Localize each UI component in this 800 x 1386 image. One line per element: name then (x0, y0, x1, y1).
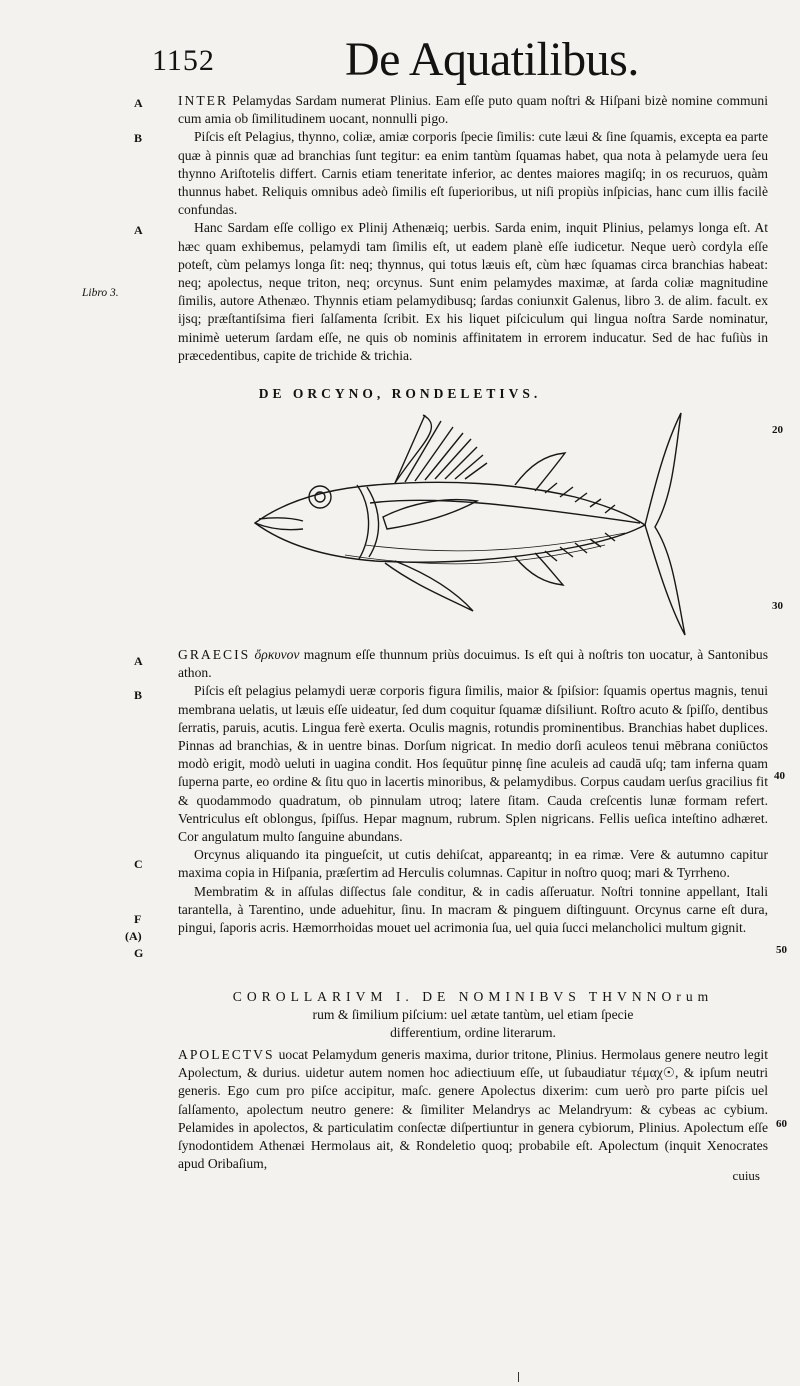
margin-letter-f: F (134, 912, 142, 926)
paragraph: Orcynus aliquando ita pingueſcit, ut cutis dehiſcat, appareantq; in ea rimæ. Vere & autumno capitur maxima copia in Hiſpania, præſertim ad Herculis columnas. Capitur in noſtro quoq; mari & Tyrrheno. (178, 847, 768, 881)
page-mark (518, 1372, 519, 1382)
margin-letter-b: B (134, 131, 143, 145)
margin-note-libro: Libro 3. (82, 287, 119, 299)
orcynus-text (178, 646, 768, 937)
paragraph: Piſcis eſt Pelagius, thynno, coliæ, amiæ corporis ſpecie ſimilis: cute læui & ſine ſquamis, exceptа ea parte quæ à pinnis quæ ad branchias ſunt tegitur: ea enim tantùm ſquamas habet, qua nota à pelamyde uera ſeu thynno Ariſtotelis differt. Carnis etiam teneritate inferior, ac dentes maiores magiſq; in os recuruos, quàm thunnus habet. Reliquis omnibus adeò ſimilis eſt ſuperioribus, ut niſi propiùs inſpicias, hanc cum illis facilè confundas. (178, 129, 768, 218)
page-number: 1152 (152, 44, 215, 77)
margin-letter-a: A (134, 654, 143, 668)
margin-letter-c: C (134, 857, 143, 871)
apolectus-text (178, 1046, 768, 1173)
margin-letter-g: G (134, 946, 144, 960)
catchword: cuius (732, 1168, 760, 1183)
margin-line-number: 40 (774, 770, 785, 782)
paragraph: Piſcis eſt pelagius pelamydi ueræ corporis figura ſimilis, maior & ſpiſsior: ſquamis opertus magnis, tenui membrana uelatis, ut læuis eſſe uideatur, ſed dum coquitur ſquamæ diſsiliunt. Roſtro acuto & ſpiſſo, dentibus ſerratis, paruis, acutis. Lingua ferè exerta. Oculis magnis, rotundis prominentibus. Branchias habet duplices. Pinnas ad branchias, & in uentre binas. Dorſum nigricat. In medio dorſi aculeos tenui mēbrana coniūctos modò erigit, modò ueluti in uagina condit. Hos ſequūtur pinnę ſine aculeis ad caudā uſq; tam inferna quam ſuperna parte, eo ordine & ſitu quo in lacertis minoribus, & pelamydibus. Corpus caudam uerſus gracilius fit & quodammodo quadratum, ob pinnulam utroq; latere ſitam. Cauda creſcentis lunæ formam refert. Ventriculus eſt oblongus, ſpiſſus. Hepar magnum, rubrum. Splen nigricans. Fellis ueſica inteſtino adhæret. Cor angulatum multo ſanguine abundans. (178, 683, 768, 845)
paragraph: INTER Pelamydas Sardam numerat Plinius. Eam eſſe puto quam noſtri & Hiſpani bizè nomine communi cum amia ob ſimilitudinem uocant, nonnulli pigo. (178, 93, 768, 127)
running-title: De Aquatilibus. (345, 33, 639, 86)
margin-line-number: 20 (772, 424, 783, 436)
corollary-line: differentium, ordine literarum. (390, 1025, 556, 1040)
margin-line-number: 30 (772, 600, 783, 612)
sarda-text (178, 92, 768, 365)
margin-letter-a: A (134, 223, 143, 237)
paragraph: GRAECIS ὄρκυνον magnum eſſe thunnum priùs docuimus. Is eſt qui à noſtris ton uocatur, à Santonibus athon. (178, 647, 768, 681)
corollary-line: COROLLARIVM I. DE NOMINIBVS THVNNOrum (232, 989, 714, 1004)
page-header (0, 30, 800, 90)
paragraph: APOLECTVS uocat Pelamydum generis maxima, durior tritone, Plinius. Hermolaus genere neutro legit Apolectum, & durius. uidetur autem nomen hoc adiectiuum eſſe, ut ſubaudiatur τέμαχ☉, & ipſum neutri generis. Ego cum pro piſce accipitur, maſc. genere Apolectus dixerim: cum uerò pro parte piſcis uel ſalſamento, apolectum neutro genere: & ſimiliter Melandrys ac Melandryum: & cybeas ac cybium. Pelamides in apolectos, & particulatim conſectæ diſpertiuntur in genera cybiorum, Plinius. Apolectum eſſe ſynodontidem Athenæi Hermolaus ait, & Rondeletio quoq; probabile eſt. Apolectum (inquit Xenocrates apud Oribaſium, (178, 1047, 768, 1172)
margin-letter-a: A (134, 96, 143, 110)
margin-line-number: 50 (776, 944, 787, 956)
margin-letter-a: (A) (125, 929, 142, 943)
margin-line-number: 60 (776, 1118, 787, 1130)
paragraph: Membratim & in aſſulas diſſectus ſale conditur, & in cadis aſſeruatur. Noſtri tonnine appellant, Itali tarantella, à Tarentino, unde aduehitur, ſinu. In macram & pinguem diſtinguunt. Orcynus carne eſt dura, pingui, ſaporis acris. Hæmorrhoidas mouet uel acrimonia ſua, uel quia ſucci melancholici multum gignit. (178, 883, 768, 936)
corollary-heading (178, 988, 768, 1042)
paragraph: Hanc Sardam eſſe colligo ex Plinij Athenæiq; uerbis. Sarda enim, inquit Plinius, pelamys longa eſt. At hæc quam exhibemus, pelamydi tam ſimilis eſt, ut eadem planè eſſe iudicetur. Neque uerò cordyla eſſe poteſt, cùm pelamys longa ſit: neq; thynnus, qui totus læuis eſt, cùm hæc ſquamas circa branchias habeat: neq; apolectus, neque triton, neq; orcynus. Sunt enim pelamydes maximæ, at ſarda coliæ magnitudine ſimilis, autore Athenæo. Thynnis etiam pelamydibusq; ſardas coniunxit Galenus, libro 3. de alim. facult. ex ijsq; præſtantiſsima fieri ſalſamenta ſcribit. Ex his liquet piſciculum qui lingua noſtra Sarde nominatur, minimè ueterum ſardam eſſe, ne quis ob nominis affinitatem in errorem inducatur. Sed de hac fuſiùs in præcedentibus, capite de trichide & trichia. (178, 220, 768, 363)
section-heading: DE ORCYNO, RONDELETIVS. (258, 386, 542, 401)
corollary-line: rum & ſimilium piſcium: uel ætate tantùm, uel etiam ſpecie (312, 1007, 634, 1022)
orcynus-woodcut-image (245, 405, 690, 640)
margin-letter-b: B (134, 688, 143, 702)
